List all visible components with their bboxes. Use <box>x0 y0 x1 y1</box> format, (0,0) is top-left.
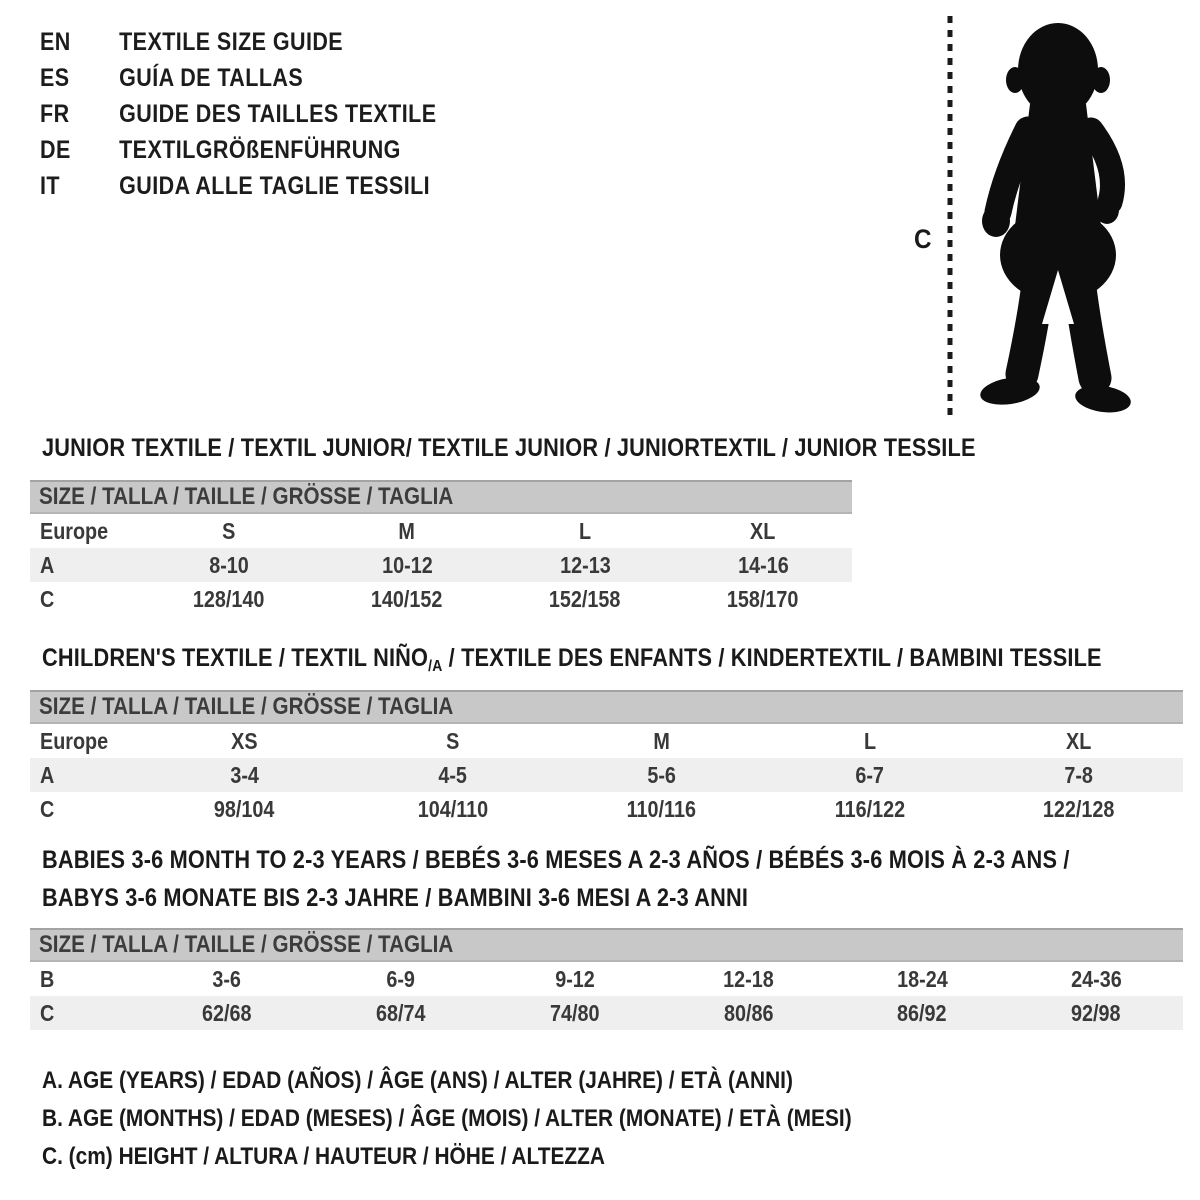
table-cell: XL <box>1066 727 1092 754</box>
guide-title-es: GUÍA DE TALLAS <box>119 63 304 92</box>
guide-title-de: TEXTILGRÖßENFÜHRUNG <box>119 135 401 164</box>
size-header-label: SIZE / TALLA / TAILLE / GRÖSSE / TAGLIA <box>39 483 454 510</box>
measure-label-c: C <box>914 224 932 254</box>
junior-section-title: JUNIOR TEXTILE / TEXTIL JUNIOR/ TEXTILE JUNIOR / JUNIORTEXTIL / JUNIOR TESSILE <box>42 434 976 462</box>
table-cell: 92/98 <box>1071 999 1121 1026</box>
table-cell: L <box>578 517 592 544</box>
table-cell: 116/122 <box>834 795 906 822</box>
guide-title-it: GUIDA ALLE TAGLIE TESSILI <box>119 171 431 200</box>
lang-code: FR <box>40 99 70 128</box>
table-cell: 98/104 <box>214 795 275 822</box>
children-section-title: CHILDREN'S TEXTILE / TEXTIL $NIÑO_{/A}$ / TEXTILE DES ENFANTS / KINDERTEXTIL / BAMBINI TESSILE <box>42 644 1102 675</box>
table-cell: 6-9 <box>386 965 416 992</box>
size-header-bar <box>30 928 1183 962</box>
row-label: B <box>40 965 55 992</box>
row-label: A <box>40 761 55 788</box>
table-cell: 152/158 <box>549 585 621 612</box>
guide-title-fr: GUIDE DES TAILLES TEXTILE <box>119 99 437 128</box>
size-header-label: SIZE / TALLA / TAILLE / GRÖSSE / TAGLIA <box>39 693 454 720</box>
legend-line-b: B. AGE (MONTHS) / EDAD (MESES) / ÂGE (MOIS) / ALTER (MONATE) / ETÀ (MESI) <box>42 1105 852 1132</box>
table-cell: 110/116 <box>626 795 697 822</box>
lang-code: ES <box>40 63 70 92</box>
table-cell: 3-4 <box>229 761 259 788</box>
table-cell: 6-7 <box>855 761 885 788</box>
table-row-height <box>30 996 1183 1030</box>
table-cell: 68/74 <box>375 999 426 1026</box>
lang-row-en <box>40 24 436 60</box>
lang-row-de <box>40 132 436 168</box>
babies-section-title-line2: BABYS 3-6 MONATE BIS 2-3 JAHRE / BAMBINI 3-6 MESI A 2-3 ANNI <box>42 884 749 912</box>
row-label: C <box>40 585 55 612</box>
table-cell: L <box>864 727 877 754</box>
row-label: Europe <box>40 517 109 544</box>
table-cell: 18-24 <box>896 965 948 992</box>
table-cell: 158/170 <box>727 585 799 612</box>
babies-section-title-line1: BABIES 3-6 MONTH TO 2-3 YEARS / BEBÉS 3-6 MESES A 2-3 AÑOS / BÉBÉS 3-6 MOIS À 2-3 ANS / <box>42 846 1070 874</box>
table-cell: 4-5 <box>438 761 468 788</box>
baby-silhouette <box>978 23 1132 416</box>
table-cell: 3-6 <box>212 965 242 992</box>
table-cell: M <box>398 517 416 544</box>
table-cell: XL <box>750 517 776 544</box>
lang-row-fr <box>40 96 436 132</box>
table-cell: 12-13 <box>559 551 611 578</box>
size-header-bar <box>30 480 852 514</box>
table-cell: XS <box>231 727 258 754</box>
table-cell: 140/152 <box>371 585 443 612</box>
table-cell: 104/110 <box>417 795 489 822</box>
measurement-legend <box>42 1062 973 1176</box>
row-label: C <box>40 999 55 1026</box>
lang-code: DE <box>40 135 71 164</box>
table-cell: 9-12 <box>554 965 595 992</box>
table-cell: 128/140 <box>193 585 265 612</box>
size-header-bar <box>30 690 1183 724</box>
nino-a-subscript: /A <box>428 658 443 675</box>
table-row-europe <box>30 514 852 548</box>
baby-silhouette-icon <box>898 12 1150 424</box>
legend-line-a: A. AGE (YEARS) / EDAD (AÑOS) / ÂGE (ANS) / ALTER (JAHRE) / ETÀ (ANNI) <box>42 1067 793 1094</box>
junior-size-table <box>30 480 852 616</box>
lang-row-es <box>40 60 436 96</box>
lang-row-it <box>40 168 436 204</box>
language-title-list <box>40 24 501 204</box>
row-label: C <box>40 795 55 822</box>
table-cell: M <box>653 727 670 754</box>
table-cell: S <box>446 727 460 754</box>
table-cell: 14-16 <box>737 551 789 578</box>
table-cell: 8-10 <box>209 551 249 578</box>
table-row-months <box>30 962 1183 996</box>
table-row-europe <box>30 724 1183 758</box>
table-row-age <box>30 548 852 582</box>
table-cell: 74/80 <box>549 999 600 1026</box>
legend-line-c: C. (cm) HEIGHT / ALTURA / HAUTEUR / HÖHE / ALTEZZA <box>42 1143 605 1170</box>
table-cell: 10-12 <box>381 551 433 578</box>
babies-size-table <box>30 928 1183 1030</box>
table-cell: 62/68 <box>202 999 252 1026</box>
row-label: A <box>40 551 55 578</box>
lang-code: IT <box>40 171 60 200</box>
table-cell: 122/128 <box>1042 795 1115 822</box>
table-row-height <box>30 582 852 616</box>
guide-title-en: TEXTILE SIZE GUIDE <box>119 27 344 56</box>
table-cell: 5-6 <box>647 761 676 788</box>
row-label: Europe <box>40 727 109 754</box>
table-cell: 12-18 <box>723 965 774 992</box>
table-row-height <box>30 792 1183 826</box>
table-cell: 86/92 <box>897 999 947 1026</box>
size-header-label: SIZE / TALLA / TAILLE / GRÖSSE / TAGLIA <box>39 931 454 958</box>
table-cell: 80/86 <box>723 999 774 1026</box>
lang-code: EN <box>40 27 71 56</box>
table-cell: 7-8 <box>1064 761 1093 788</box>
baby-figure <box>898 12 1150 424</box>
children-size-table <box>30 690 1183 826</box>
table-row-age <box>30 758 1183 792</box>
table-cell: S <box>222 517 236 544</box>
table-cell: 24-36 <box>1070 965 1122 992</box>
